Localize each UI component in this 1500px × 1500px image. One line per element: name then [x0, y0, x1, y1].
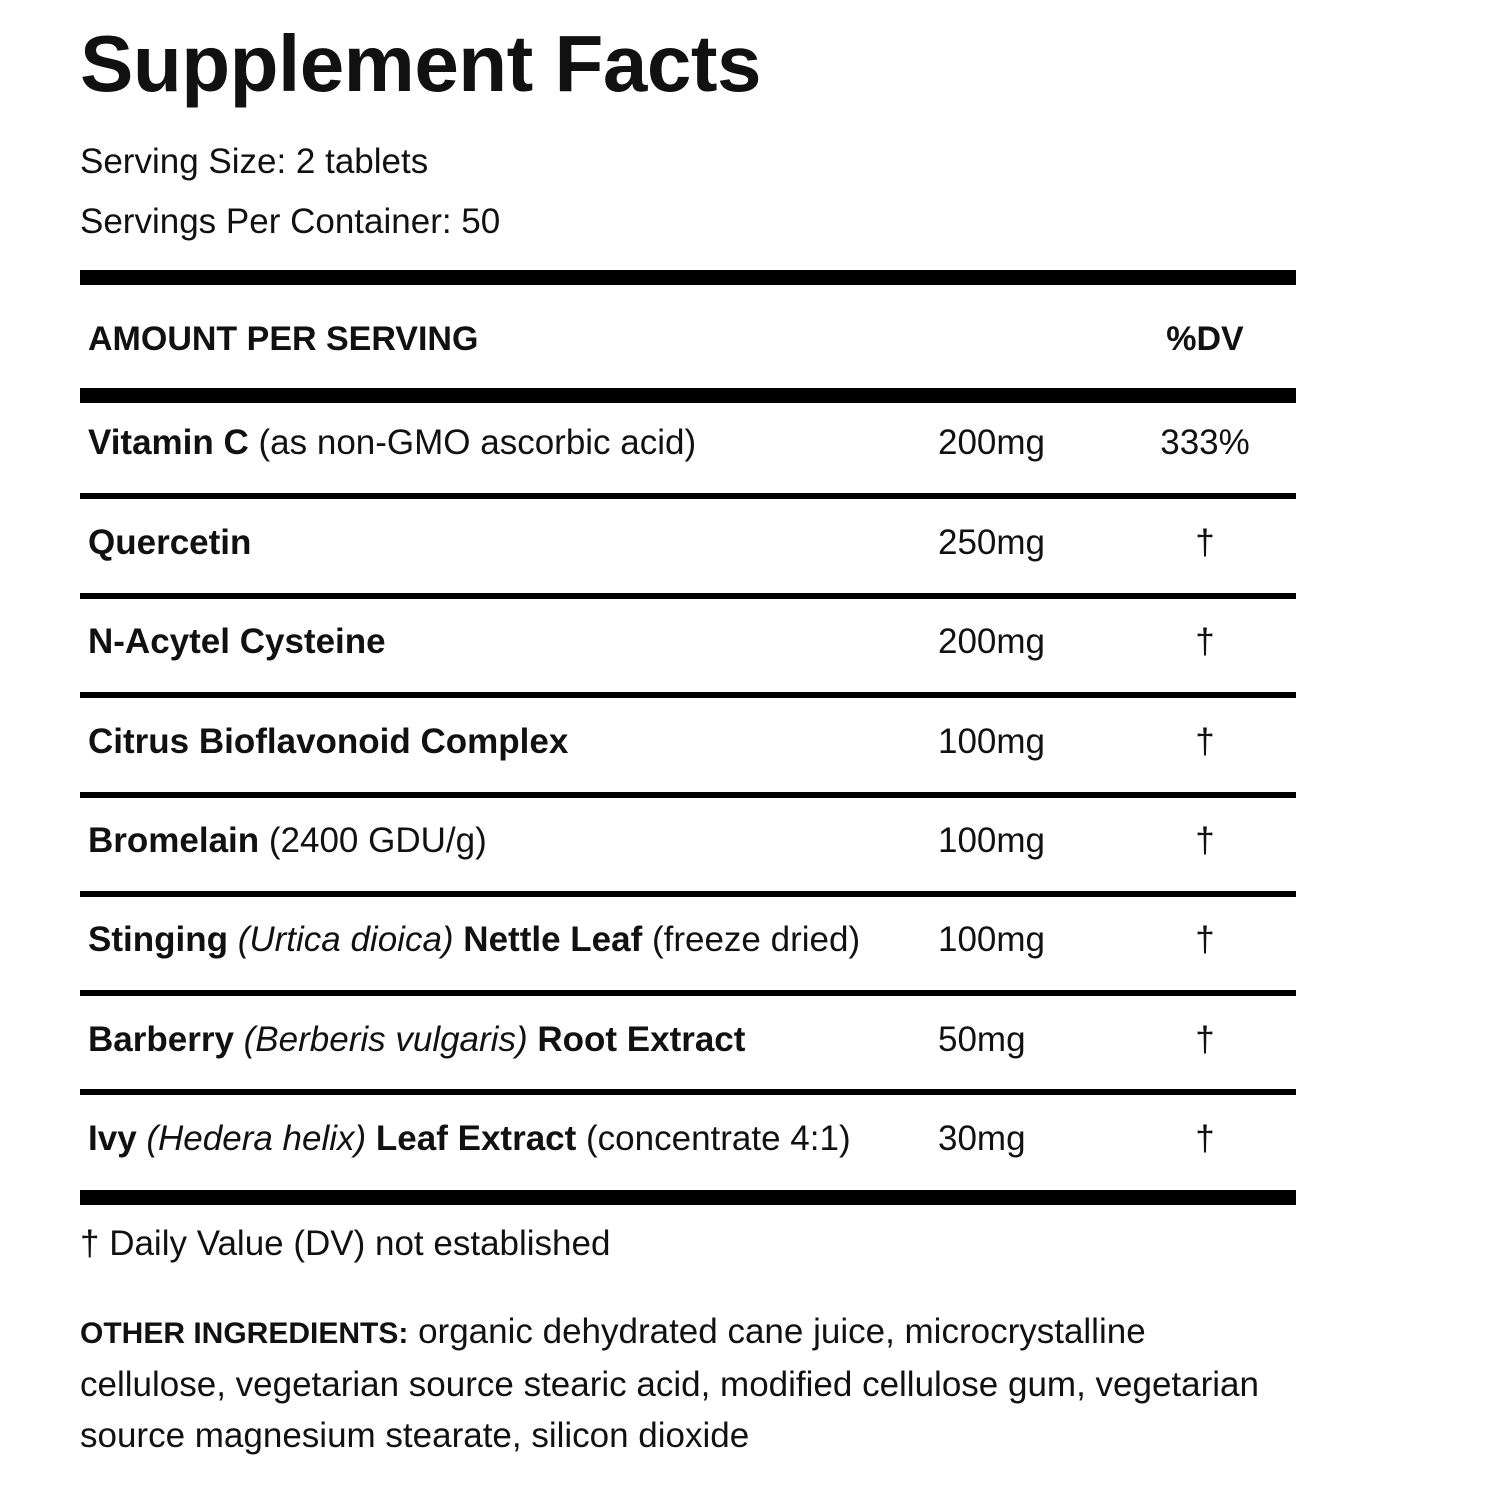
- ingredient-dv: 333%: [1160, 423, 1250, 462]
- ingredient-name-part: Ivy: [88, 1119, 137, 1158]
- table-row: [80, 1109, 1296, 1169]
- ingredient-name-part: Nettle Leaf: [463, 920, 643, 959]
- ingredient-name-part: Vitamin C: [88, 423, 249, 462]
- row-divider: [80, 891, 1296, 897]
- row-divider: [80, 593, 1296, 599]
- serving-size: Serving Size: 2 tablets: [80, 142, 429, 181]
- ingredient-name-part: (freeze dried): [642, 920, 861, 959]
- ingredient-name: [88, 811, 487, 871]
- dv-header: %DV: [1166, 320, 1244, 358]
- ingredient-name-part: (as non-GMO ascorbic acid): [248, 423, 697, 462]
- table-row: [80, 513, 1296, 573]
- ingredient-dv: †: [1195, 1020, 1215, 1059]
- table-row: [80, 811, 1296, 871]
- ingredient-name-part: Root Extract: [537, 1020, 746, 1059]
- row-divider: [80, 493, 1296, 499]
- ingredient-amount: 100mg: [938, 920, 1046, 959]
- ingredient-amount: 100mg: [938, 722, 1046, 761]
- row-divider: [80, 990, 1296, 996]
- table-row: [80, 910, 1296, 970]
- ingredient-name: [88, 712, 568, 772]
- ingredient-name-part: (concentrate 4:1): [576, 1119, 851, 1158]
- page-title: Supplement Facts: [80, 19, 762, 108]
- ingredient-dv: †: [1195, 920, 1215, 959]
- dv-footnote: † Daily Value (DV) not established: [80, 1224, 611, 1263]
- ingredient-name: [88, 413, 696, 473]
- ingredient-name-part: (2400 GDU/g): [259, 821, 487, 860]
- ingredient-name: [88, 1109, 851, 1169]
- ingredient-name-part: (Berberis vulgaris): [233, 1020, 538, 1059]
- header-divider: [80, 388, 1296, 403]
- table-row: [80, 612, 1296, 672]
- ingredient-dv: †: [1195, 622, 1215, 661]
- other-ingredients: [80, 1306, 1260, 1461]
- ingredient-amount: 30mg: [938, 1119, 1026, 1158]
- ingredient-name-part: Stinging: [88, 920, 228, 959]
- ingredient-name-part: Citrus Bioflavonoid Complex: [88, 722, 569, 761]
- row-divider: [80, 1089, 1296, 1095]
- other-ingredients-label: OTHER INGREDIENTS:: [80, 1317, 409, 1350]
- bottom-divider: [80, 1190, 1296, 1205]
- table-row: [80, 1010, 1296, 1070]
- ingredient-name-part: Leaf Extract: [375, 1119, 577, 1158]
- ingredient-name: [88, 612, 386, 672]
- ingredient-dv: †: [1195, 722, 1215, 761]
- ingredient-amount: 200mg: [938, 423, 1046, 462]
- row-divider: [80, 692, 1296, 698]
- ingredient-name: [88, 513, 251, 573]
- amount-per-serving-header: AMOUNT PER SERVING: [88, 320, 479, 358]
- table-row: [80, 413, 1296, 473]
- ingredient-dv: †: [1195, 523, 1215, 562]
- ingredient-amount: 200mg: [938, 622, 1046, 661]
- ingredient-name-part: N-Acytel Cysteine: [88, 622, 386, 661]
- ingredient-dv: †: [1195, 821, 1215, 860]
- table-row: [80, 712, 1296, 772]
- ingredient-amount: 100mg: [938, 821, 1046, 860]
- ingredient-amount: 250mg: [938, 523, 1046, 562]
- ingredient-dv: †: [1195, 1119, 1215, 1158]
- ingredient-amount: 50mg: [938, 1020, 1026, 1059]
- ingredient-name-part: (Urtica dioica): [227, 920, 464, 959]
- ingredient-name-part: Quercetin: [88, 523, 252, 562]
- ingredient-name: [88, 1010, 745, 1070]
- servings-per-container: Servings Per Container: 50: [80, 202, 501, 241]
- ingredient-name-part: (Hedera helix): [136, 1119, 376, 1158]
- top-divider: [80, 270, 1296, 285]
- ingredient-name: [88, 910, 860, 970]
- ingredient-name-part: Barberry: [88, 1020, 234, 1059]
- row-divider: [80, 792, 1296, 798]
- other-ingredients-text: organic dehydrated cane juice, microcrystalline cellulose, vegetarian source stearic acid, modified cellulose gum, vegetarian source magnesium stearate, silicon dioxide: [80, 1312, 1259, 1455]
- ingredient-name-part: Bromelain: [88, 821, 260, 860]
